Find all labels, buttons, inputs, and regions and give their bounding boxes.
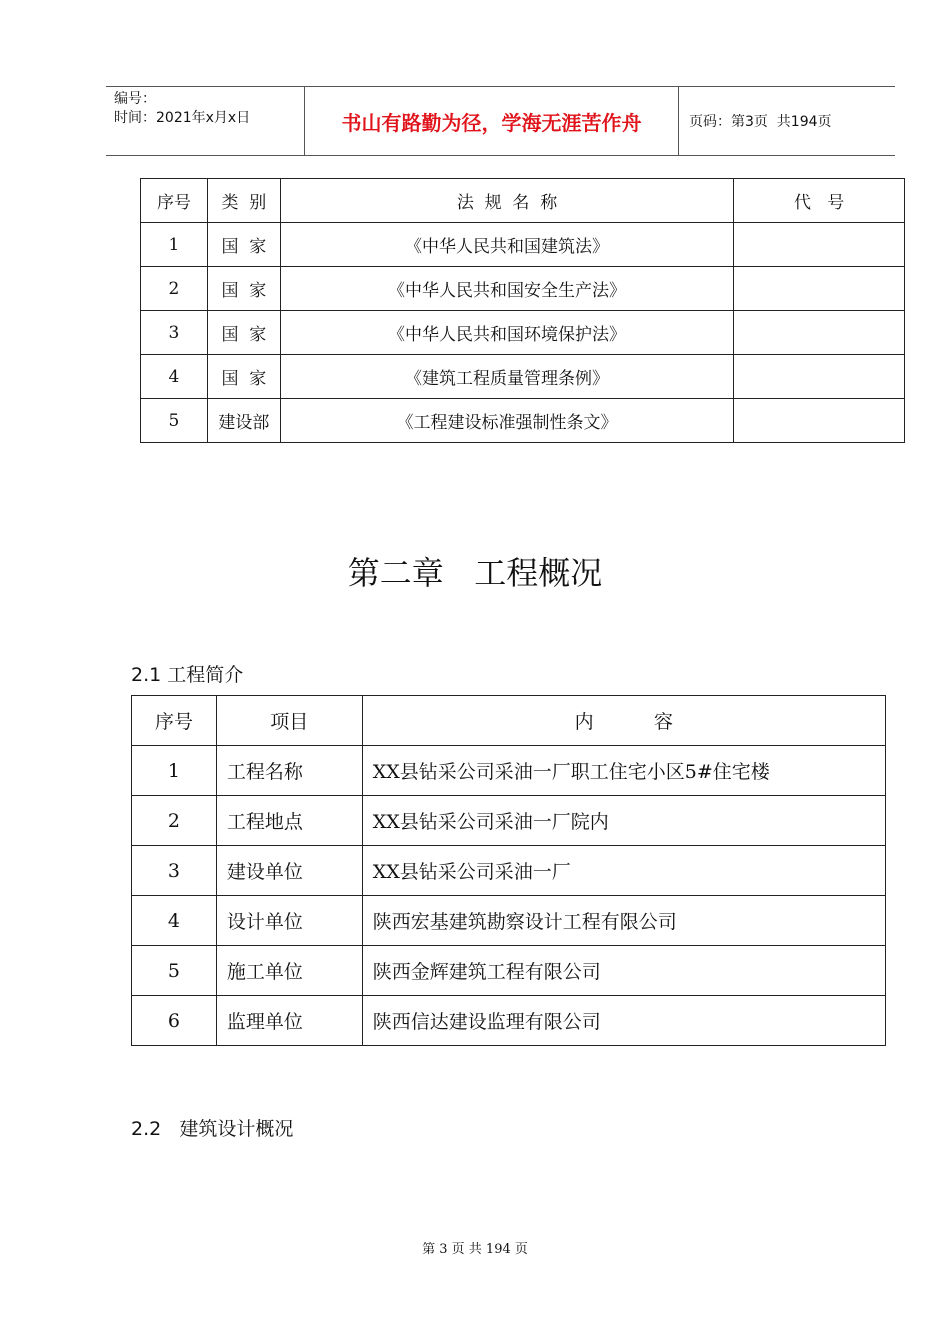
header-cell-index: 序号 — [141, 179, 208, 223]
cell-content: XX县钻采公司采油一厂 — [362, 846, 885, 896]
cell-index: 3 — [132, 846, 217, 896]
table-row — [132, 746, 886, 796]
cell-category: 国 家 — [207, 311, 280, 355]
page-info-text: 页码：第3页 共194页 — [689, 114, 832, 130]
table-row — [141, 311, 905, 355]
cell-index: 1 — [132, 746, 217, 796]
cell-content: 陕西信达建设监理有限公司 — [362, 996, 885, 1046]
cell-code — [734, 399, 905, 443]
cell-index: 4 — [141, 355, 208, 399]
header-page-info — [679, 87, 895, 155]
number-label: 编号： — [114, 91, 156, 107]
cell-index: 1 — [141, 223, 208, 267]
cell-item: 施工单位 — [216, 946, 362, 996]
section-heading-2-2: 2.2 建筑设计概况 — [131, 1118, 294, 1140]
table-row — [141, 399, 905, 443]
regulations-table — [140, 178, 905, 443]
header-cell-code: 代 号 — [734, 179, 905, 223]
cell-content: 陕西宏基建筑勘察设计工程有限公司 — [362, 896, 885, 946]
cell-item: 监理单位 — [216, 996, 362, 1046]
table-row — [132, 896, 886, 946]
header-cell-content: 内 容 — [362, 696, 885, 746]
cell-item: 设计单位 — [216, 896, 362, 946]
cell-item: 工程地点 — [216, 796, 362, 846]
header-left-cell — [106, 87, 305, 155]
cell-category: 建设部 — [207, 399, 280, 443]
table-header-row — [141, 179, 905, 223]
cell-name: 《中华人民共和国环境保护法》 — [280, 311, 733, 355]
cell-item: 工程名称 — [216, 746, 362, 796]
cell-name: 《中华人民共和国建筑法》 — [280, 223, 733, 267]
cell-name: 《中华人民共和国安全生产法》 — [280, 267, 733, 311]
table-row — [132, 846, 886, 896]
section-heading-2-1: 2.1 工程简介 — [131, 664, 244, 686]
page-header — [106, 86, 895, 156]
cell-item: 建设单位 — [216, 846, 362, 896]
cell-content: XX县钻采公司采油一厂职工住宅小区5#住宅楼 — [362, 746, 885, 796]
cell-code — [734, 355, 905, 399]
cell-index: 2 — [141, 267, 208, 311]
page-footer: 第 3 页 共 194 页 — [422, 1242, 528, 1257]
table-row — [132, 946, 886, 996]
table-row — [132, 996, 886, 1046]
header-motto: 书山有路勤为径，学海无涯苦作舟 — [305, 87, 679, 155]
header-cell-category: 类 别 — [207, 179, 280, 223]
project-overview-table — [131, 695, 886, 1046]
table-row — [141, 223, 905, 267]
cell-content: 陕西金辉建筑工程有限公司 — [362, 946, 885, 996]
chapter-title-text: 第二章 工程概况 — [347, 554, 603, 592]
cell-category: 国 家 — [207, 355, 280, 399]
cell-index: 3 — [141, 311, 208, 355]
cell-name: 《工程建设标准强制性条文》 — [280, 399, 733, 443]
cell-index: 2 — [132, 796, 217, 846]
cell-category: 国 家 — [207, 223, 280, 267]
header-cell-name: 法 规 名 称 — [280, 179, 733, 223]
chapter-title — [0, 548, 950, 594]
header-cell-index: 序号 — [132, 696, 217, 746]
cell-content: XX县钻采公司采油一厂院内 — [362, 796, 885, 846]
table-header-row — [132, 696, 886, 746]
cell-category: 国 家 — [207, 267, 280, 311]
table-row — [141, 267, 905, 311]
table-row — [132, 796, 886, 846]
cell-name: 《建筑工程质量管理条例》 — [280, 355, 733, 399]
cell-code — [734, 311, 905, 355]
cell-index: 6 — [132, 996, 217, 1046]
time-text: 时间：2021年x月x日 — [114, 110, 251, 126]
table-row — [141, 355, 905, 399]
cell-index: 5 — [132, 946, 217, 996]
cell-code — [734, 223, 905, 267]
cell-code — [734, 267, 905, 311]
header-cell-item: 项目 — [216, 696, 362, 746]
cell-index: 4 — [132, 896, 217, 946]
cell-index: 5 — [141, 399, 208, 443]
